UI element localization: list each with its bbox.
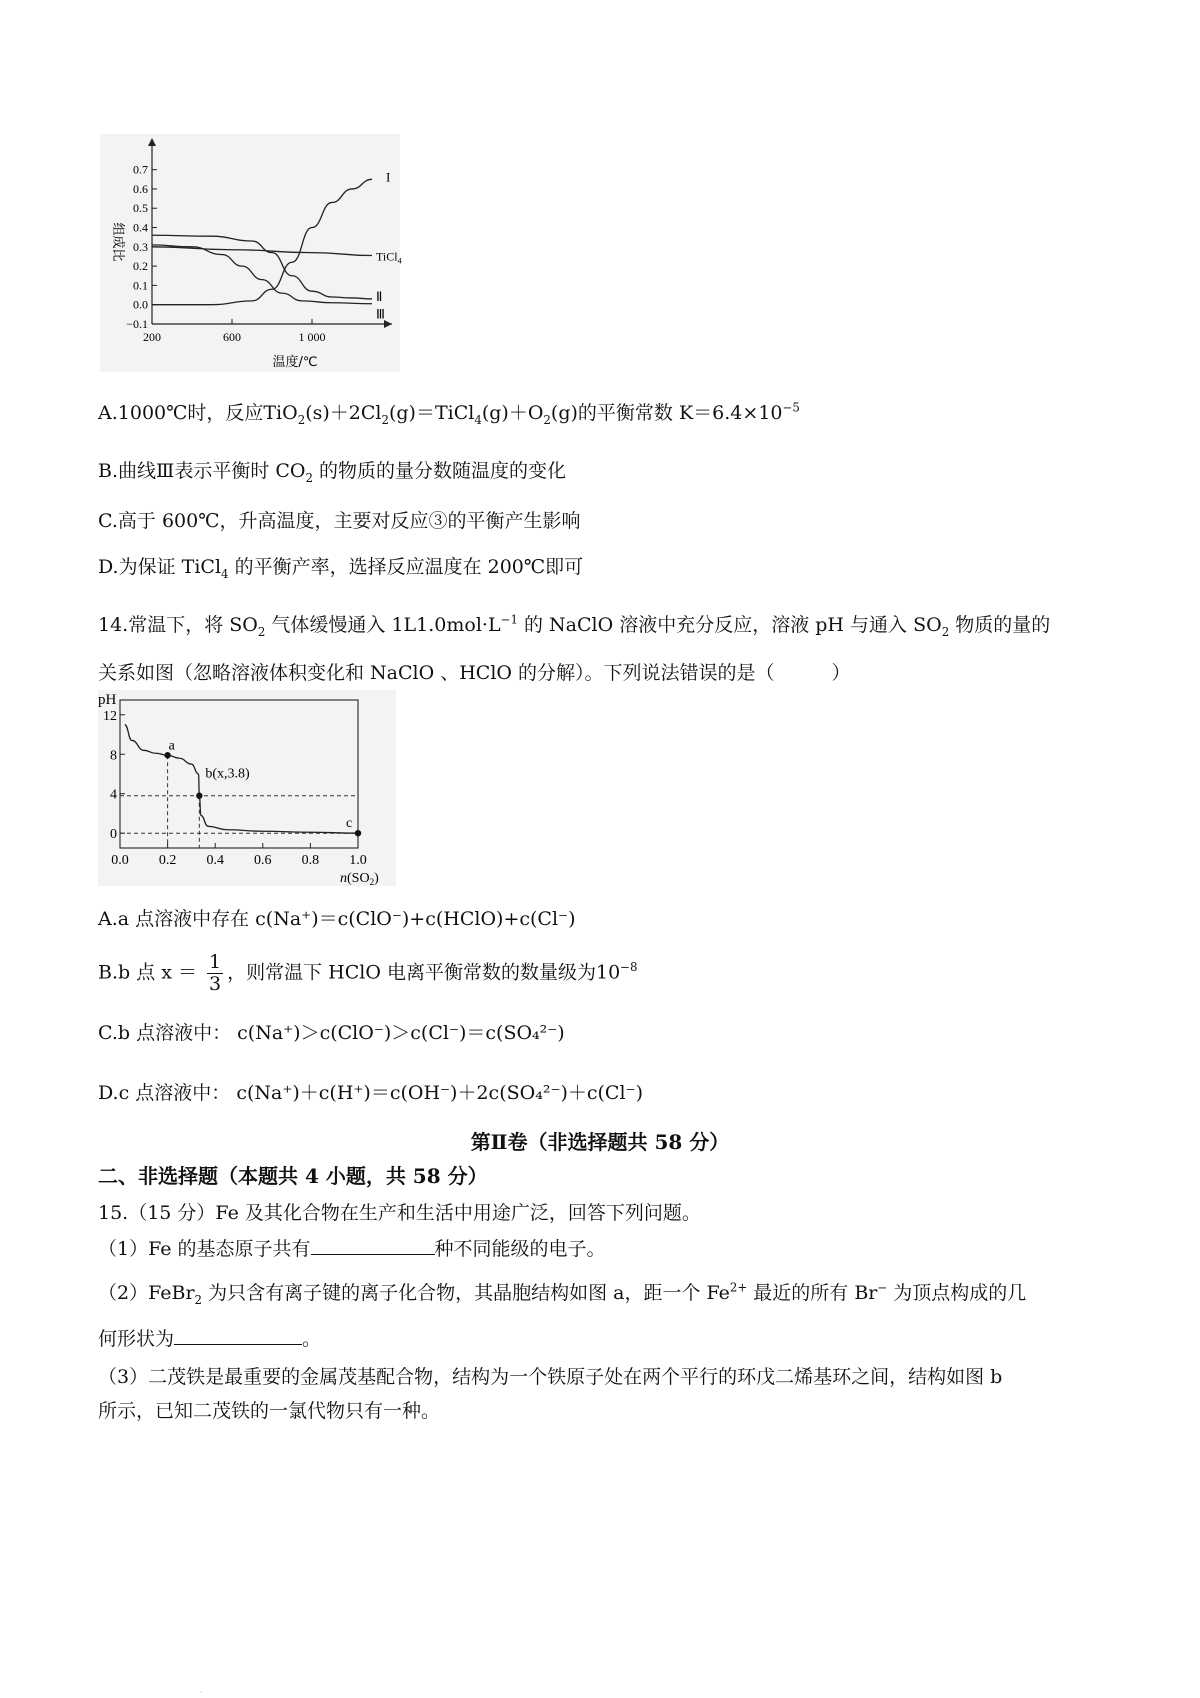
point-b (196, 793, 202, 799)
y-tick-label: 0.2 (133, 259, 148, 274)
y-tick-label: 8 (110, 748, 117, 764)
curve-label-ii: Ⅱ (376, 288, 383, 304)
curve-label-iii: Ⅲ (376, 306, 385, 322)
curve-ii (152, 235, 372, 299)
q14-option-c: C.b 点溶液中： c(Na⁺)＞c(ClO⁻)＞c(Cl⁻)＝c(SO₄²⁻) (98, 1022, 565, 1044)
curve-label-ticl4-sub: 4 (397, 256, 402, 266)
section2-subtitle: 二、非选择题（本题共 4 小题，共 58 分） (98, 1164, 488, 1188)
y-tick-label: 0.4 (133, 220, 148, 235)
curve-i (152, 179, 372, 304)
q15-part3-line2: 所示，已知二茂铁的一氯代物只有一种。 (98, 1400, 441, 1422)
q15-part3-line1: （3）二茂铁是最重要的金属茂基配合物，结构为一个铁原子处在两个平行的环戊二烯基环之间，结构如图 b (98, 1366, 1003, 1388)
x-tick-label: 0.4 (206, 853, 224, 868)
y-tick-label: 0.5 (133, 201, 148, 216)
curve-ticl4 (152, 247, 372, 256)
y-axis-label: 组成比 (110, 222, 125, 262)
q15-part2-line2: 何形状为 。 (98, 1328, 322, 1350)
y-axis-arrow (148, 138, 156, 146)
x-tick-label: 1 000 (298, 330, 326, 344)
q14-stem-line1: 14.常温下，将 $SO_2$ 气体缓慢通入 $1L1.0mol\cdot L^{-1}$ 的 NaClO 溶液中充分反应，溶液 pH 与通入 $SO_2$ 物质的量的 (98, 612, 1051, 639)
x-tick-label: 600 (223, 330, 241, 344)
answer-blank-2[interactable] (174, 1343, 302, 1345)
x-axis-label: $n(SO_2)$ (340, 871, 379, 887)
fraction-one-third: $\frac{1}{3}$ (209, 951, 222, 995)
x-axis-label-end: ) (374, 871, 379, 886)
y-axis-label: pH (98, 692, 117, 708)
y-tick-label: 0.1 (133, 278, 148, 293)
point-a-label: a (168, 738, 175, 754)
point-c (355, 830, 361, 836)
ph-so2-chart (98, 690, 396, 886)
x-tick-label: 0.0 (111, 853, 129, 868)
q13-option-d: D.为保证 TiCl$_4$ 的平衡产率，选择反应温度在 200℃即可 (98, 556, 584, 581)
q13-option-a: A.1000℃时，反应$TiO_2(s)+2Cl_2(g)=TiCl_4(g)+O_2(g)$的平衡常数 $K=6.4\times 10^{-5}$ (98, 400, 800, 427)
point-c-label: c (346, 816, 353, 832)
curve-label-i: I (386, 169, 391, 185)
x-axis-label-body: (SO (347, 871, 370, 886)
y-tick-label: 0.6 (133, 181, 148, 196)
y-tick-label: −0.1 (126, 317, 148, 331)
x-tick-label: 0.8 (301, 853, 320, 868)
q13-option-c: C.高于 600℃，升高温度，主要对反应③的平衡产生影响 (98, 510, 581, 532)
q15-intro: 15.（15 分）Fe 及其化合物在生产和生活中用途广泛，回答下列问题。 (98, 1202, 701, 1224)
x-axis-arrow (384, 320, 392, 328)
point-b-label: b(x,3.8) (205, 766, 250, 782)
x-tick-label: 1.0 (349, 853, 367, 868)
y-tick-label: 0.0 (133, 297, 148, 312)
q14-option-d: D.c 点溶液中： c(Na⁺)＋c(H⁺)＝c(OH⁻)＋2c(SO₄²⁻)＋c(Cl⁻) (98, 1082, 643, 1104)
q15-part1: （1）Fe 的基态原子共有 种不同能级的电子。 (98, 1238, 606, 1260)
q14-stem-line2: 关系如图（忽略溶液体积变化和 NaClO 、HClO 的分解）。下列说法错误的是（ ） (98, 662, 851, 684)
x-axis-label-sub: 2 (369, 877, 375, 887)
composition-temperature-svg (100, 134, 400, 372)
x-tick-label: 200 (143, 330, 161, 344)
footer-mark: · (200, 1688, 203, 1697)
composition-temperature-chart (100, 134, 400, 372)
q15-part2-line1: （2）FeBr$_2$ 为只含有离子键的离子化合物，其晶胞结构如图 a，距一个 $Fe^{2+}$ 最近的所有 Br− 为顶点构成的几 (98, 1280, 1027, 1307)
answer-blank-1[interactable] (311, 1253, 435, 1255)
x-tick-label: 0.2 (158, 853, 177, 868)
section2-title: 第Ⅱ卷（非选择题共 58 分） (470, 1130, 730, 1154)
x-tick-label: 0.6 (254, 853, 272, 868)
x-axis-label: 温度/℃ (272, 355, 318, 370)
q14-option-b: B.b 点 x ＝ $\frac{1}{3}$ ，则常温下 HClO 电离平衡常数的数量级为$10^{-8}$ (98, 951, 638, 995)
y-tick-label: 0.7 (133, 162, 148, 177)
y-tick-label: 4 (110, 787, 117, 803)
y-tick-label: 12 (103, 708, 117, 724)
y-tick-label: 0 (110, 827, 117, 843)
ph-so2-svg (98, 690, 396, 886)
q13-option-b: B.曲线Ⅲ表示平衡时 $CO_2$ 的物质的量分数随温度的变化 (98, 460, 567, 485)
y-tick-label: 0.3 (133, 239, 148, 254)
curve-label-ticl4: TiCl$_4$ (376, 249, 402, 266)
q14-option-a: A.a 点溶液中存在 c(Na⁺)＝c(ClO⁻)+c(HClO)+c(Cl⁻) (98, 908, 576, 930)
